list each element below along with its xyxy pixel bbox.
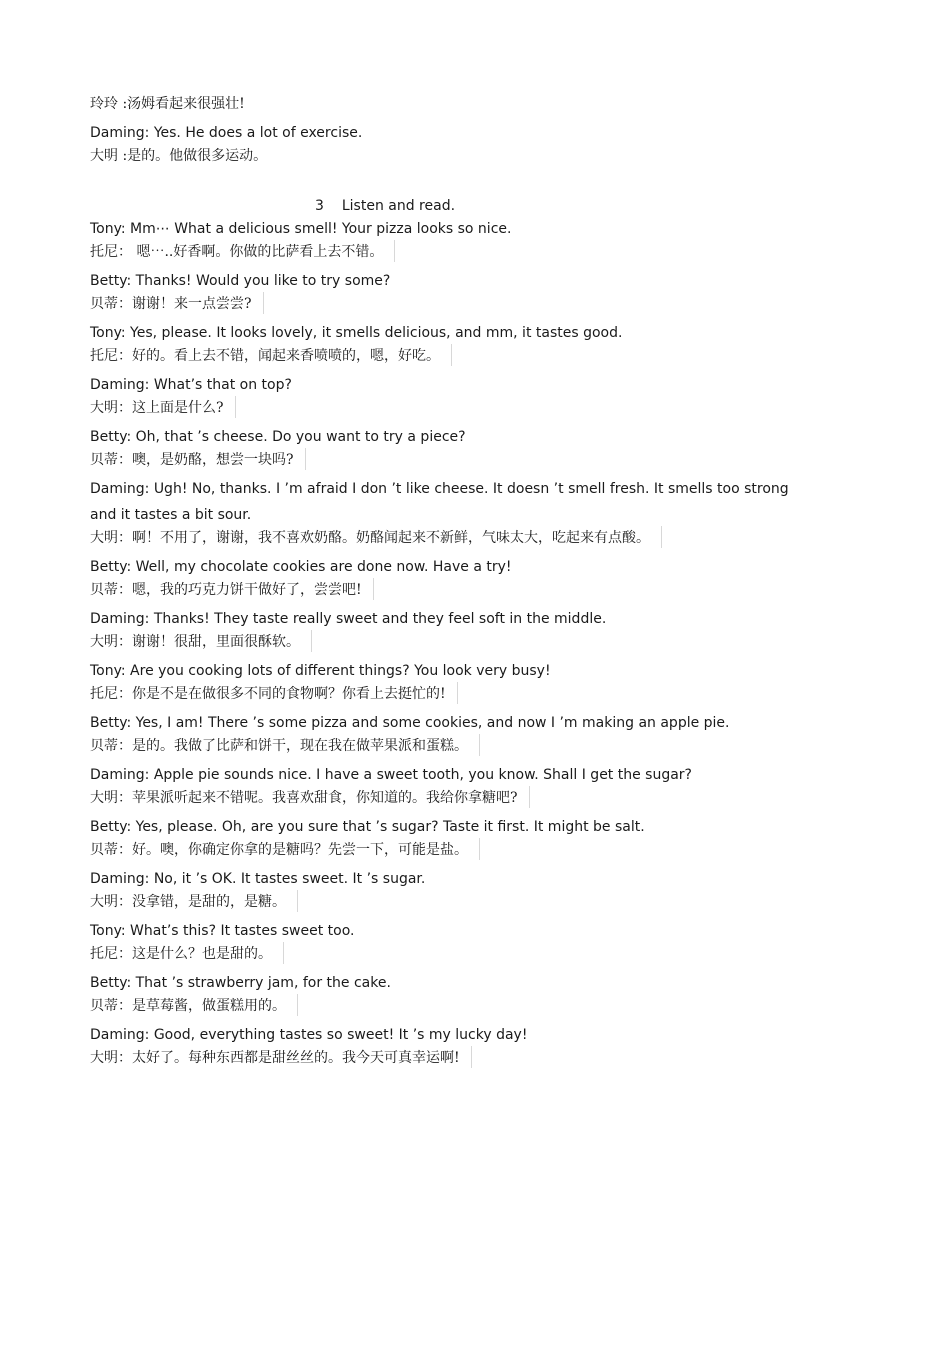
dialogue-pair (90, 1025, 780, 1068)
dialogue-zh-row (90, 996, 780, 1016)
intro-pair-2 (90, 123, 780, 166)
dialogue-pair (90, 765, 780, 808)
dialogue-zh-row (90, 580, 780, 600)
dialogue-en-line: Betty: Oh, that ’s cheese. Do you want to try a piece? (90, 429, 466, 445)
dialogue-pair (90, 427, 780, 470)
dialogue-zh-row (90, 294, 780, 314)
dialogue-zh-row (90, 736, 780, 756)
dialogue-zh-line: 贝蒂：是的。我做了比萨和饼干，现在我在做苹果派和蛋糕。 (90, 736, 474, 756)
dialogue-pair (90, 921, 780, 964)
dialogue-en-line: Betty: Yes, I am! There ’s some pizza and some cookies, and now I ’m making an apple pie. (90, 715, 730, 731)
dialogue-pair (90, 869, 780, 912)
dialogue-en-line: Daming: Good, everything tastes so sweet! It ’s my lucky day! (90, 1027, 528, 1043)
dialogue-zh-line: 贝蒂：好。噢，你确定你拿的是糖吗？先尝一下，可能是盐。 (90, 840, 474, 860)
dialogue-zh-line: 托尼：这是什么？也是甜的。 (90, 944, 278, 964)
intro-zh-line: 大明 :是的。他做很多运动。 (90, 148, 268, 164)
dialogue-zh-row (90, 632, 780, 652)
dialogue-zh-row (90, 242, 780, 262)
dialogue-en-line: Daming: Apple pie sounds nice. I have a sweet tooth, you know. Shall I get the sugar? (90, 767, 692, 783)
dialogue-zh-line: 贝蒂：是草莓酱，做蛋糕用的。 (90, 996, 292, 1016)
dialogue-en-line: Tony: Yes, please. It looks lovely, it smells delicious, and mm, it tastes good. (90, 325, 623, 341)
dialogue-zh-line: 大明：苹果派听起来不错呢。我喜欢甜食，你知道的。我给你拿糖吧? (90, 788, 524, 808)
document-page (90, 94, 789, 1077)
dialogue-en-line: Tony: Mm⋯ What a delicious smell! Your pizza looks so nice. (90, 221, 512, 237)
dialogue-pair (90, 817, 780, 860)
dialogue-en-line: Daming: What’s that on top? (90, 377, 292, 393)
dialogue-zh-line: 大明：这上面是什么? (90, 398, 230, 418)
dialogue-zh-row (90, 398, 780, 418)
dialogue-zh-line: 贝蒂：噢，是奶酪，想尝一块吗? (90, 450, 300, 470)
dialogue-zh-row (90, 346, 780, 366)
dialogue-pair (90, 479, 789, 548)
dialogue-zh-row (90, 528, 780, 548)
dialogue-pair (90, 609, 780, 652)
dialogue-zh-line: 托尼：你是不是在做很多不同的食物啊？你看上去挺忙的! (90, 684, 452, 704)
dialogue-zh-row (90, 1048, 780, 1068)
dialogue-zh-row (90, 840, 780, 860)
intro-pair-1 (90, 94, 780, 114)
dialogue-en-line: Daming: No, it ’s OK. It tastes sweet. It ’s sugar. (90, 871, 426, 887)
intro-zh-line: 玲玲 :汤姆看起来很强壮! (90, 96, 245, 112)
dialogue-en-line: Betty: Thanks! Would you like to try some? (90, 273, 391, 289)
dialogue-pair (90, 271, 780, 314)
dialogue-zh-line: 贝蒂：嗯，我的巧克力饼干做好了，尝尝吧! (90, 580, 368, 600)
dialogue-pair (90, 713, 780, 756)
dialogue-en-line: Betty: Well, my chocolate cookies are done now. Have a try! (90, 559, 512, 575)
dialogue-zh-line: 大明：啊！不用了，谢谢，我不喜欢奶酪。奶酪闻起来不新鲜，气味太大，吃起来有点酸。 (90, 528, 656, 548)
dialogue-zh-row (90, 892, 780, 912)
dialogue-zh-line: 大明：没拿错，是甜的，是糖。 (90, 892, 292, 912)
dialogue-zh-row (90, 684, 780, 704)
dialogue-zh-row (90, 788, 780, 808)
dialogue-en-line: Betty: That ’s strawberry jam, for the cake. (90, 975, 391, 991)
dialogue-zh-line: 贝蒂：谢谢！来一点尝尝? (90, 294, 258, 314)
dialogue-en-line: Betty: Yes, please. Oh, are you sure that ’s sugar? Taste it first. It might be salt. (90, 819, 645, 835)
dialogue-pair (90, 973, 780, 1016)
dialogue-pair (90, 219, 780, 262)
dialogue-pair (90, 323, 780, 366)
section-number: 3 (314, 198, 324, 214)
dialogue-zh-line: 大明：太好了。每种东西都是甜丝丝的。我今天可真幸运啊! (90, 1048, 466, 1068)
dialogue-zh-line: 大明：谢谢！很甜，里面很酥软。 (90, 632, 306, 652)
dialogue-zh-row (90, 450, 780, 470)
dialogue-en-line-continued: and it tastes a bit sour. (90, 507, 252, 523)
dialogue-pair (90, 557, 780, 600)
dialogue-zh-line: 托尼： 嗯⋯..好香啊。你做的比萨看上去不错。 (90, 242, 389, 262)
section-heading (0, 196, 770, 216)
dialogue-en-line: Daming: Ugh! No, thanks. I ’m afraid I don ’t like cheese. It doesn ’t smell fresh. It smells too strong (90, 481, 789, 497)
dialogue-en-line: Daming: Thanks! They taste really sweet and they feel soft in the middle. (90, 611, 607, 627)
dialogue-en-line: Tony: Are you cooking lots of different things? You look very busy! (90, 663, 551, 679)
dialogue-pair (90, 375, 780, 418)
intro-en-line: Daming: Yes. He does a lot of exercise. (90, 125, 363, 141)
dialogue-zh-row (90, 944, 780, 964)
dialogue-zh-line: 托尼：好的。看上去不错，闻起来香喷喷的，嗯，好吃。 (90, 346, 446, 366)
section-title: Listen and read. (341, 198, 456, 214)
dialogue-pair (90, 661, 780, 704)
dialogue-en-line: Tony: What’s this? It tastes sweet too. (90, 923, 355, 939)
dialogue-list (90, 219, 789, 1068)
